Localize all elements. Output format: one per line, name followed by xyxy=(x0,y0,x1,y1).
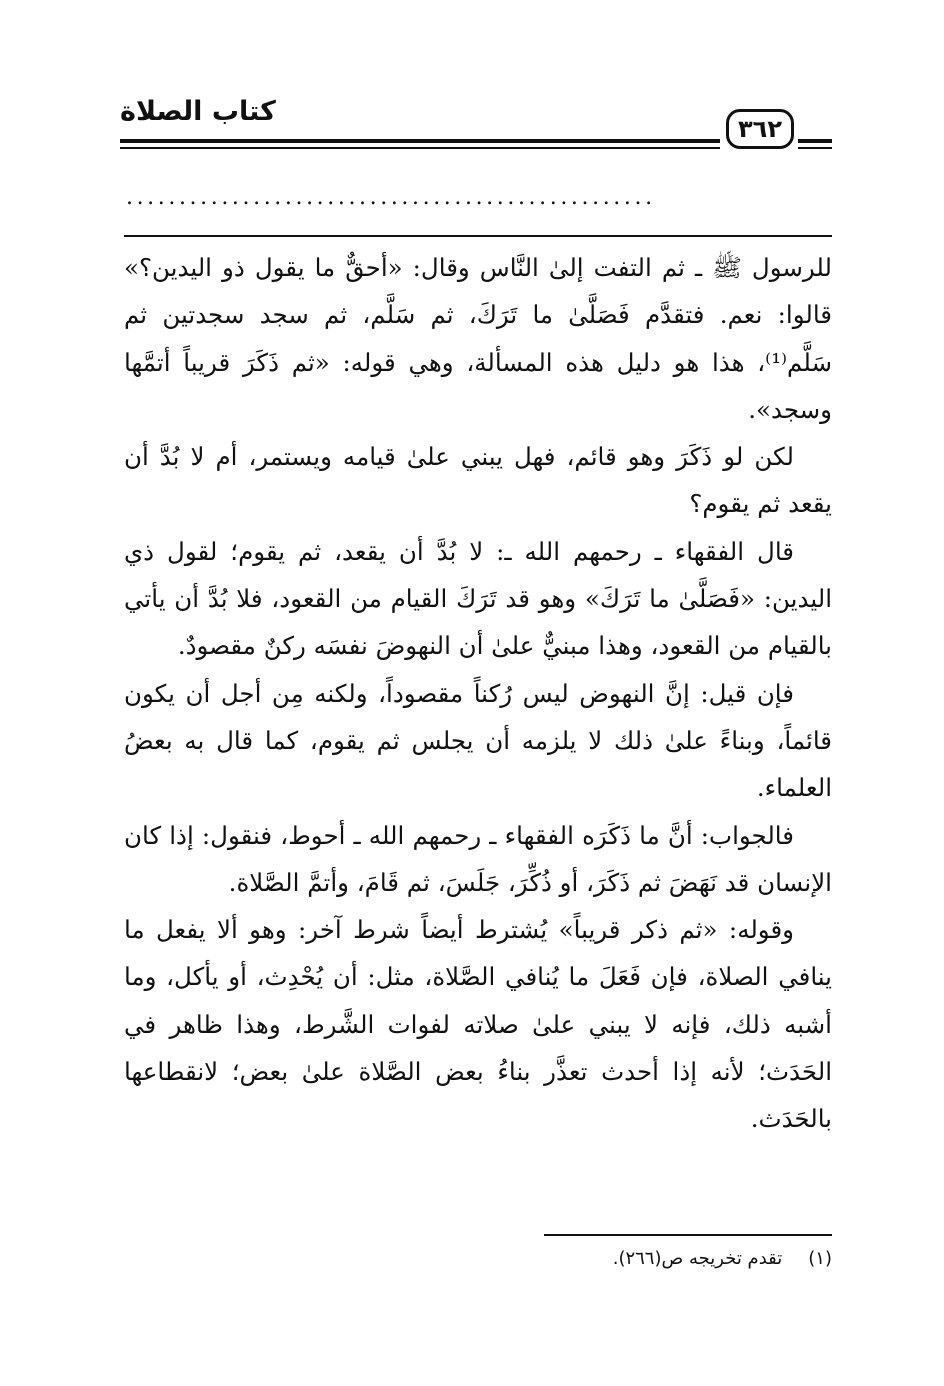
footnote xyxy=(124,1244,832,1274)
footnote-number: (١) xyxy=(808,1248,832,1269)
dotted-separator: .................................................. xyxy=(126,188,656,208)
paragraph: لكن لو ذَكَرَ وهو قائم، فهل يبني علىٰ قيامه ويستمر، أم لا بُدَّ أن يقعد ثم يقوم؟ xyxy=(124,442,832,519)
header-rule-thick xyxy=(120,139,720,143)
book-title: كتاب الصلاة xyxy=(120,96,276,127)
footnote-rule xyxy=(544,1234,832,1236)
page-header xyxy=(120,95,832,157)
header-rule-thin xyxy=(120,147,720,149)
top-rule xyxy=(124,235,832,237)
header-rule-right-thin xyxy=(798,147,832,149)
body-text xyxy=(124,244,832,1143)
paragraph: وقوله: «ثم ذكر قريباً» يُشترط أيضاً شرط آخر: وهو ألا يفعل ما ينافي الصلاة، فإن فَعَلَ ما يُنافي الصَّلاة، مثل: أن يُحْدِث، أو يأكل، وما أشبه ذلك، فإنه لا يبني علىٰ صلاته لفوات الشَّرط، وهذا ظاهر في الحَدَث؛ لأنه إذا أحدث تعذَّر بناءُ بعض الصَّلاة علىٰ بعض؛ لانقطاعها بالحَدَث. xyxy=(124,915,832,1134)
paragraph: قال الفقهاء ـ رحمهم الله ـ: لا بُدَّ أن يقعد، ثم يقوم؛ لقول ذي اليدين: «فَصَلَّىٰ ما تَرَكَ» وهو قد تَرَكَ القيام من القعود، فلا بُدَّ أن يأتي بالقيام من القعود، وهذا مبنيٌّ علىٰ أن النهوضَ نفسَه ركنٌ مقصودٌ. xyxy=(124,536,832,661)
paragraph: فإن قيل: إنَّ النهوض ليس رُكناً مقصوداً، ولكنه مِن أجل أن يكون قائماً، وبناءً علىٰ ذلك لا يلزمه أن يجلس ثم يقوم، كما قال به بعضُ العلماء. xyxy=(124,678,832,803)
paragraph: فالجواب: أنَّ ما ذَكَرَه الفقهاء ـ رحمهم الله ـ أحوط، فنقول: إذا كان الإنسان قد نَهَضَ ثم ذَكَرَ، أو ذُكِّرَ، جَلَسَ، ثم قَامَ، وأتمَّ الصَّلاة. xyxy=(124,820,832,897)
page-number: ٣٦٢ xyxy=(726,109,794,149)
footnote-text: تقدم تخريجه ص(٢٦٦). xyxy=(612,1248,783,1269)
paragraph: للرسول ﷺ ـ ثم التفت إلىٰ النَّاس وقال: «أحقٌّ ما يقول ذو اليدين؟» قالوا: نعم. فتقدَّم فَصَلَّىٰ ما تَرَكَ، ثم سَلَّم، ثم سجد سجدتين ثم سَلَّم⁽¹⁾، هذا هو دليل هذه المسألة، وهي قوله: «ثم ذَكَرَ قريباً أتمَّها وسجد». xyxy=(124,253,832,424)
header-rule-right-thick xyxy=(798,139,832,143)
